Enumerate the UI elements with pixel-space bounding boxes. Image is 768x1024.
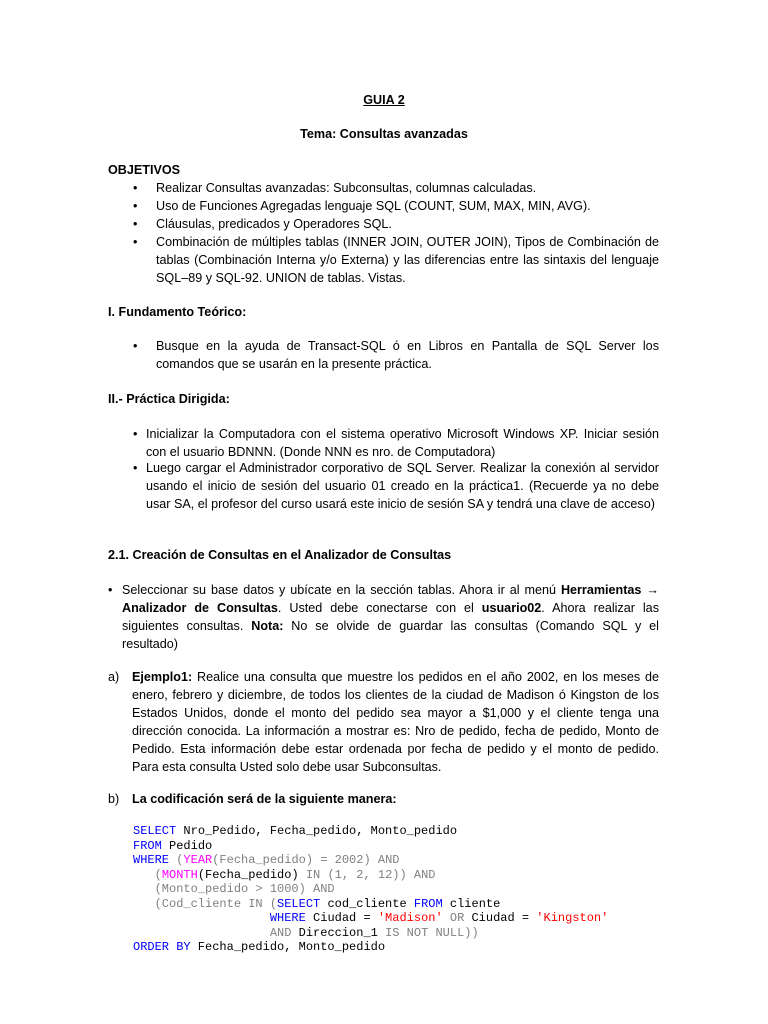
bullet-icon: • (133, 235, 138, 249)
bullet-icon: • (108, 583, 113, 597)
bullet-icon: • (133, 461, 138, 475)
seccion-21-heading: 2.1. Creación de Consultas en el Analizador de Consultas (108, 548, 452, 562)
item-label: b) (108, 792, 120, 806)
bullet-icon: • (133, 427, 138, 441)
objetivos-heading: OBJETIVOS (108, 163, 181, 177)
practica-heading: II.- Práctica Dirigida: (108, 392, 230, 406)
bullet-icon: • (133, 339, 138, 353)
bullet-icon: • (133, 181, 138, 195)
bullet-icon: • (133, 199, 138, 213)
doc-title: GUIA 2 (363, 93, 405, 107)
document-page: GUIA 2 Tema: Consultas avanzadas OBJETIVOS • Realizar Consultas avanzadas: Subconsultas, columnas calculadas. • Uso de Funciones Agregadas lenguaje SQL (COUNT, SUM, MAX, MIN, AVG). • Cláusulas, predicados y Operadores SQL. • Combinación de múltiples tablas (INNER JOIN, OUTER JOIN), Tipos de Combinación de tablas (Combinación Interna y/o Externa) y las diferencias entre las sintaxis del lenguaje SQL–89 y SQL-92. UNION de tablas. Vistas. I. Fundamento Teórico: • Busque en la ayuda de Transact-SQL ó en Libros en Pantalla de SQL Server los comandos que se usarán en la presente práctica. II.- Práctica Dirigida: • Inicializar la Computadora con el sistema operativo Microsoft Windows XP. Iniciar sesión con el usuario BDNNN. (Donde NNN es nro. de Computadora) • Luego cargar el Administrador corporativo de SQL Server. Realizar la conexión al servidor usando el inicio de sesión del usuario 01 creado en la práctica1. (Recuerde ya no debe usar SA, el profesor del curso usará este inicio de sesión SA y tendrá una clave de acceso) 2.1. Creación de Consultas en el Analizador de Consultas • Seleccionar su base datos y ubícate en la sección tablas. Ahora ir al menú Herramientas → Analizador de Consultas. Usted debe conectarse con el usuario02. Ahora realizar las siguientes consultas. Nota: No se olvide de guardar las consultas (Comando SQL y el resultado) a) Ejemplo1: Realice una consulta que muestre los pedidos en el año 2002, en los meses de enero, febrero y diciembre, de todos los clientes de la ciudad de Madison ó Kingston de los Estados Unidos, donde el monto del pedido sea mayor a $1,000 y el cliente tenga una dirección conocida. La información a mostrar es: Nro de pedido, fecha de pedido, Monto de Pedido. Esta información debe estar ordenada por fecha de pedido y el monto de pedido. Para esta consulta Usted solo debe usar Subconsultas. b) La codificación será de la siguiente manera: SELECT Nro_Pedido, Fecha_pedido, Monto_pedido FROM Pedido WHERE (YEAR(Fecha_pedido) = 2002) AND (MONTH(Fecha_pedido) IN (1, 2, 12)) AND (Monto_pedido > 1000) AND (Cod_cliente IN (SELECT cod_cliente FROM cliente WHERE Ciudad = 'Madison' OR Ciudad = 'Kingston' AND Direccion_1 IS NOT NULL)) ORDER BY Fecha_pedido, Monto_pedido (0, 0, 768, 1024)
sql-code-block: SELECT Nro_Pedido, Fecha_pedido, Monto_pedido FROM Pedido WHERE (YEAR(Fecha_pedido) = 2002) AND (MONTH(Fecha_pedido) IN (1, 2, 12)) AND (Monto_pedido > 1000) AND (Cod_cliente IN (SELECT cod_cliente FROM cliente WHERE Ciudad = 'Madison' OR Ciudad = 'Kingston' AND Direccion_1 IS NOT NULL)) ORDER BY Fecha_pedido, Monto_pedido (133, 824, 609, 954)
doc-topic: Tema: Consultas avanzadas (300, 127, 468, 141)
bullet-icon: • (133, 217, 138, 231)
arrow-icon: → (646, 583, 659, 597)
fundamento-heading: I. Fundamento Teórico: (108, 305, 247, 319)
item-label: a) (108, 670, 120, 684)
